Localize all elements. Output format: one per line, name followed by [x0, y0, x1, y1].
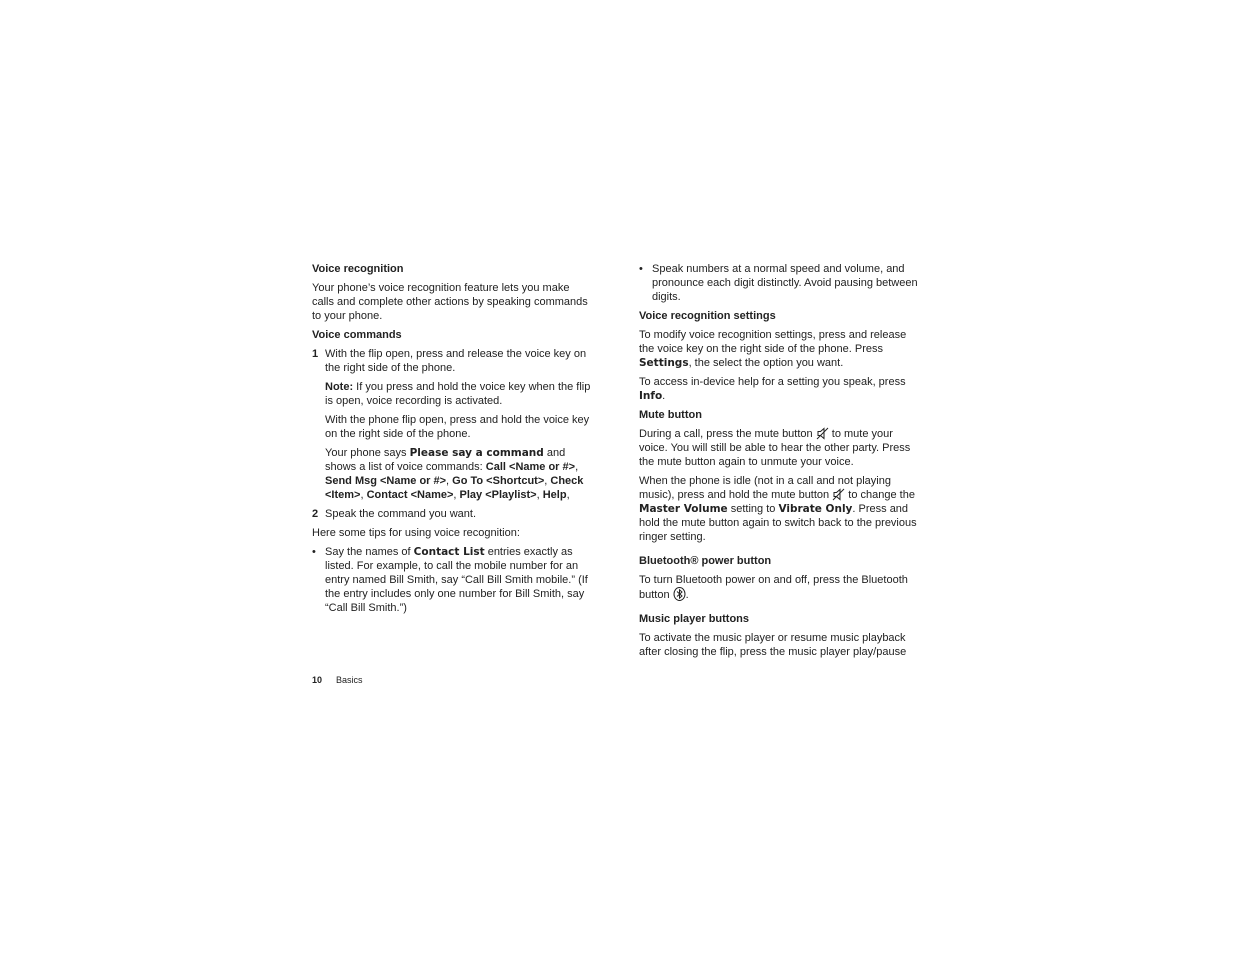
mute-p1	[639, 427, 921, 469]
bullet-icon: •	[639, 263, 643, 275]
right-column	[639, 262, 921, 664]
sep-7: ,	[566, 489, 570, 501]
sep-4: ,	[360, 489, 367, 501]
note-paragraph	[325, 380, 594, 408]
step-1	[312, 347, 594, 375]
bullet-icon: •	[312, 546, 316, 558]
voice-recognition-heading: Voice recognition	[312, 263, 404, 275]
mute-p2-mid2: setting to	[727, 503, 779, 515]
voice-recognition-body: Your phone’s voice recognition feature lets you make calls and complete other actions by speaking commands to your phone.	[312, 282, 588, 322]
bluetooth-heading: Bluetooth® power button	[639, 555, 772, 567]
commands-paragraph	[325, 446, 594, 502]
cmd-help: Help	[542, 489, 567, 501]
vibrate-only-label: Vibrate Only	[778, 503, 853, 515]
step-2-number: 2	[312, 508, 319, 520]
page-number: 10	[312, 675, 323, 685]
sep-3: ,	[544, 475, 551, 487]
tip-1-post: entries exactly as listed. For example, to call the mobile number for an entry named Bill Smith, say “Call Bill Smith mobile.” (If the entry includes only one number for Bill Smith, say “Call Bill Smith.”)	[325, 546, 588, 614]
settings-label: Settings	[639, 357, 689, 369]
step-1-number: 1	[312, 348, 319, 360]
mute-p1-pre: During a call, press the mute button	[639, 428, 816, 440]
cmd-send-msg: Send Msg <Name or #>	[325, 475, 447, 487]
voice-commands-heading: Voice commands	[312, 329, 402, 341]
contact-list-label: Contact List	[413, 546, 485, 558]
mute-heading: Mute button	[639, 409, 702, 421]
step-1-text: With the flip open, press and release the voice key on the right side of the phone.	[325, 348, 587, 374]
flip-paragraph: With the phone flip open, press and hold the voice key on the right side of the phone.	[325, 414, 590, 440]
bluetooth-p	[639, 573, 921, 602]
tip-1-text	[325, 545, 594, 615]
tips-intro: Here some tips for using voice recognition:	[312, 527, 520, 539]
mute-speaker-icon	[832, 488, 845, 501]
page-footer	[312, 673, 363, 687]
bluetooth-icon	[673, 587, 686, 600]
cmd-call: Call <Name or #>	[485, 461, 576, 473]
mute-p2-post: . Press and hold the mute button again to switch back to the previous ringer setting.	[639, 503, 917, 543]
bluetooth-p-post: .	[685, 589, 689, 601]
step-2-text: Speak the command you want.	[325, 508, 477, 520]
mute-p2-pre: When the phone is idle (not in a call and not playing music), press and hold the mute button	[639, 475, 891, 501]
says-pre: Your phone says	[325, 447, 410, 459]
cmd-play: Play <Playlist>	[459, 489, 537, 501]
master-volume-label: Master Volume	[639, 503, 728, 515]
sep-5: ,	[453, 489, 460, 501]
tip-2	[639, 262, 921, 304]
section-name: Basics	[336, 675, 363, 685]
please-say-command: Please say a command	[409, 447, 544, 459]
mute-speaker-icon	[816, 427, 829, 440]
vr-settings-p2-post: .	[662, 390, 666, 402]
note-text: If you press and hold the voice key when the flip is open, voice recording is activated.	[325, 381, 591, 407]
tip-1	[312, 545, 594, 615]
vr-settings-heading: Voice recognition settings	[639, 310, 776, 322]
sep-1: ,	[575, 461, 579, 473]
vr-settings-p1-pre: To modify voice recognition settings, press and release the voice key on the right side of the phone. Press	[639, 329, 907, 355]
mute-p2	[639, 474, 921, 544]
says-mid: and shows a list of voice commands:	[325, 447, 566, 473]
left-column	[312, 262, 594, 620]
vr-settings-p2-pre: To access in-device help for a setting you speak, press	[639, 376, 906, 388]
tip-1-pre: Say the names of	[325, 546, 414, 558]
mute-p1-post: to mute your voice. You will still be able to hear the other party. Press the mute button again to unmute your voice.	[639, 428, 911, 468]
note-label: Note:	[325, 381, 354, 393]
cmd-go-to: Go To <Shortcut>	[452, 475, 545, 487]
sep-2: ,	[446, 475, 453, 487]
vr-settings-p2	[639, 375, 921, 403]
step-2	[312, 507, 594, 521]
vr-settings-p1-post: , the select the option you want.	[688, 357, 844, 369]
music-heading: Music player buttons	[639, 613, 750, 625]
bluetooth-p-pre: To turn Bluetooth power on and off, press the Bluetooth button	[639, 574, 908, 601]
cmd-check: Check <Item>	[325, 475, 584, 501]
sep-6: ,	[536, 489, 543, 501]
vr-settings-p1	[639, 328, 921, 370]
music-p: To activate the music player or resume music playback after closing the flip, press the music player play/pause	[639, 632, 907, 658]
info-label: Info	[639, 390, 663, 402]
mute-p2-mid: to change the	[845, 489, 915, 501]
cmd-contact: Contact <Name>	[366, 489, 454, 501]
tip-2-text: Speak numbers at a normal speed and volume, and pronounce each digit distinctly. Avoid pausing between digits.	[652, 263, 918, 303]
